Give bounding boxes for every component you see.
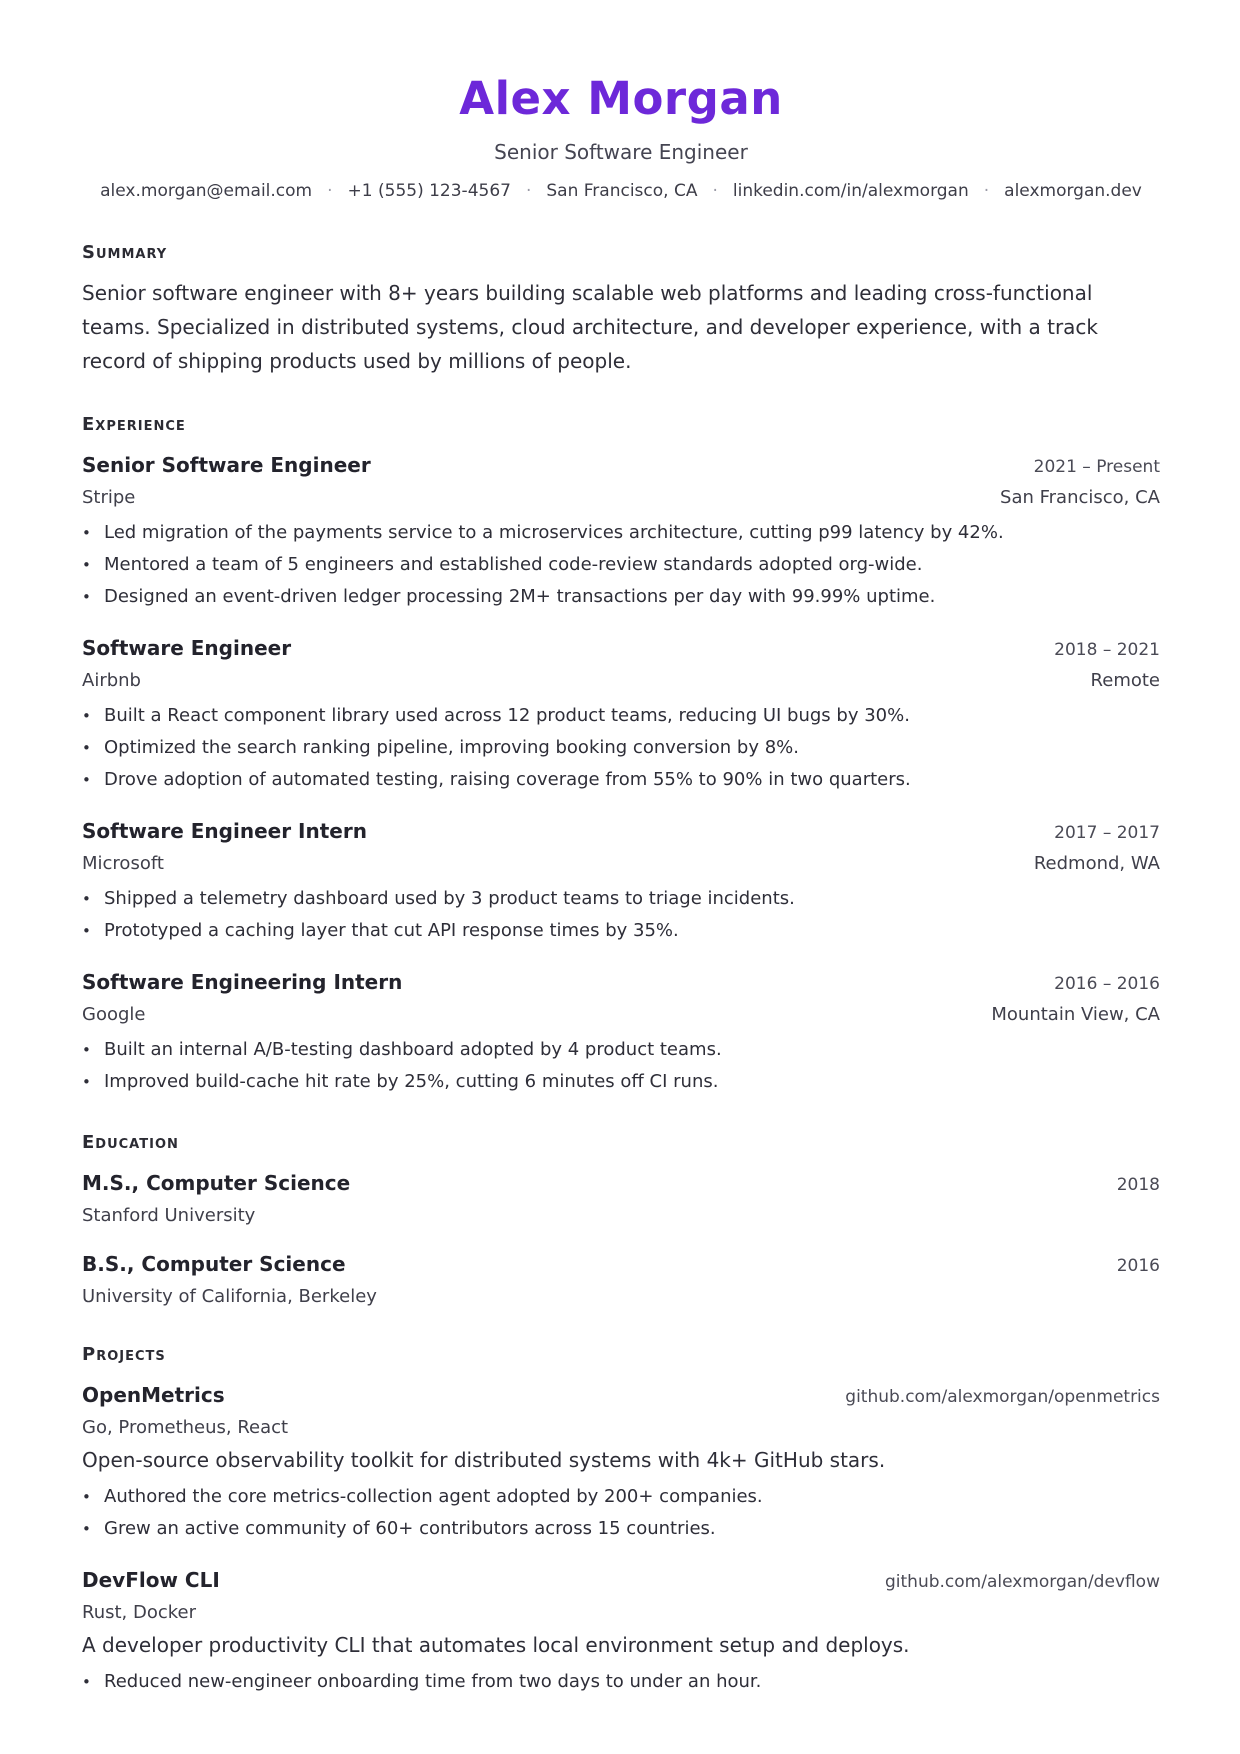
project-link[interactable]: github.com/alexmorgan/openmetrics [845,1387,1160,1407]
candidate-name: Alex Morgan [459,72,783,125]
project-link[interactable]: github.com/alexmorgan/devflow [884,1572,1160,1592]
contact-linkedin[interactable]: linkedin.com/in/alexmorgan [732,181,969,201]
contact-separator: · [712,181,718,201]
section-title-education: Education [82,1132,179,1153]
experience-entry [82,635,1160,796]
project-bullets [82,1666,1160,1698]
contact-website[interactable]: alexmorgan.dev [1004,181,1142,201]
project-stack: Rust, Docker [82,1602,197,1623]
project-entry [82,1382,1160,1545]
job-title: Software Engineer [82,636,292,660]
degree-year: 2018 [1116,1175,1160,1195]
bullet-item: • Mentored a team of 5 engineers and established code-review standards adopted org-wide. [82,549,1160,581]
summary-section [82,242,1160,378]
bullet-item: • Led migration of the payments service to a microservices architecture, cutting p99 latency by 42%. [82,517,1160,549]
bullet-item: • Built a React component library used across 12 product teams, reducing UI bugs by 30%. [82,700,1160,732]
degree-year: 2016 [1116,1256,1160,1276]
bullet-item: • Grew an active community of 60+ contributors across 15 countries. [82,1513,1160,1545]
project-description: A developer productivity CLI that automates local environment setup and deploys. [82,1633,910,1657]
job-company: Airbnb [82,670,141,691]
education-entry [82,1251,1160,1310]
bullet-item: • Authored the core metrics-collection agent adopted by 200+ companies. [82,1481,1160,1513]
job-dates: 2021 – Present [1033,457,1160,477]
resume-page [82,0,1160,1698]
bullet-item: • Shipped a telemetry dashboard used by 3 product teams to triage incidents. [82,883,1160,915]
experience-entry [82,969,1160,1098]
project-stack: Go, Prometheus, React [82,1417,289,1438]
job-dates: 2016 – 2016 [1054,974,1160,994]
candidate-role: Senior Software Engineer [494,140,748,164]
education-section [82,1132,1160,1310]
job-company: Stripe [82,487,136,508]
projects-section [82,1344,1160,1698]
experience-entry [82,818,1160,947]
contact-email[interactable]: alex.morgan@email.com [100,181,313,201]
job-location: Redmond, WA [1033,853,1160,874]
bullet-item: • Drove adoption of automated testing, raising coverage from 55% to 90% in two quarters. [82,764,1160,796]
section-title-experience: Experience [82,414,186,435]
job-company: Microsoft [82,853,164,874]
bullet-item: • Prototyped a caching layer that cut API response times by 35%. [82,915,1160,947]
bullet-item: • Designed an event-driven ledger processing 2M+ transactions per day with 99.99% uptime. [82,581,1160,613]
experience-section [82,414,1160,1098]
job-company: Google [82,1004,146,1025]
contact-location: San Francisco, CA [546,181,698,201]
job-dates: 2017 – 2017 [1054,823,1160,843]
project-entry [82,1567,1160,1698]
job-location: Remote [1090,670,1160,691]
job-location: San Francisco, CA [1000,487,1160,508]
section-title-summary: Summary [82,242,168,263]
education-entry [82,1170,1160,1229]
bullet-item: • Built an internal A/B-testing dashboard adopted by 4 product teams. [82,1034,1160,1066]
school-name: University of California, Berkeley [82,1286,377,1307]
job-bullets [82,883,1160,947]
job-bullets [82,517,1160,613]
bullet-item: • Optimized the search ranking pipeline, improving booking conversion by 8%. [82,732,1160,764]
job-dates: 2018 – 2021 [1054,640,1160,660]
job-bullets [82,1034,1160,1098]
contact-phone[interactable]: +1 (555) 123-4567 [347,181,511,201]
summary-text: Senior software engineer with 8+ years building scalable web platforms and leading cross-functional teams. Specialized in distributed systems, cloud architecture, and developer experience, with a track record of shipping products used by millions of people. [82,281,1098,373]
contact-line [82,180,1160,202]
degree-title: M.S., Computer Science [82,1171,351,1195]
job-title: Software Engineering Intern [82,970,403,994]
contact-separator: · [525,181,532,201]
project-bullets [82,1481,1160,1545]
project-description: Open-source observability toolkit for distributed systems with 4k+ GitHub stars. [82,1448,886,1472]
job-location: Mountain View, CA [991,1004,1160,1025]
project-name: OpenMetrics [82,1383,225,1407]
degree-title: B.S., Computer Science [82,1252,346,1276]
job-title: Senior Software Engineer [82,453,371,477]
experience-entry [82,452,1160,613]
bullet-item: • Reduced new-engineer onboarding time from two days to under an hour. [82,1666,1160,1698]
school-name: Stanford University [82,1205,256,1226]
contact-separator: · [983,181,990,201]
job-bullets [82,700,1160,796]
bullet-item: • Improved build-cache hit rate by 25%, cutting 6 minutes off CI runs. [82,1066,1160,1098]
job-title: Software Engineer Intern [82,819,367,843]
project-name: DevFlow CLI [82,1568,220,1592]
section-title-projects: Projects [82,1344,166,1365]
contact-separator: · [327,181,333,201]
